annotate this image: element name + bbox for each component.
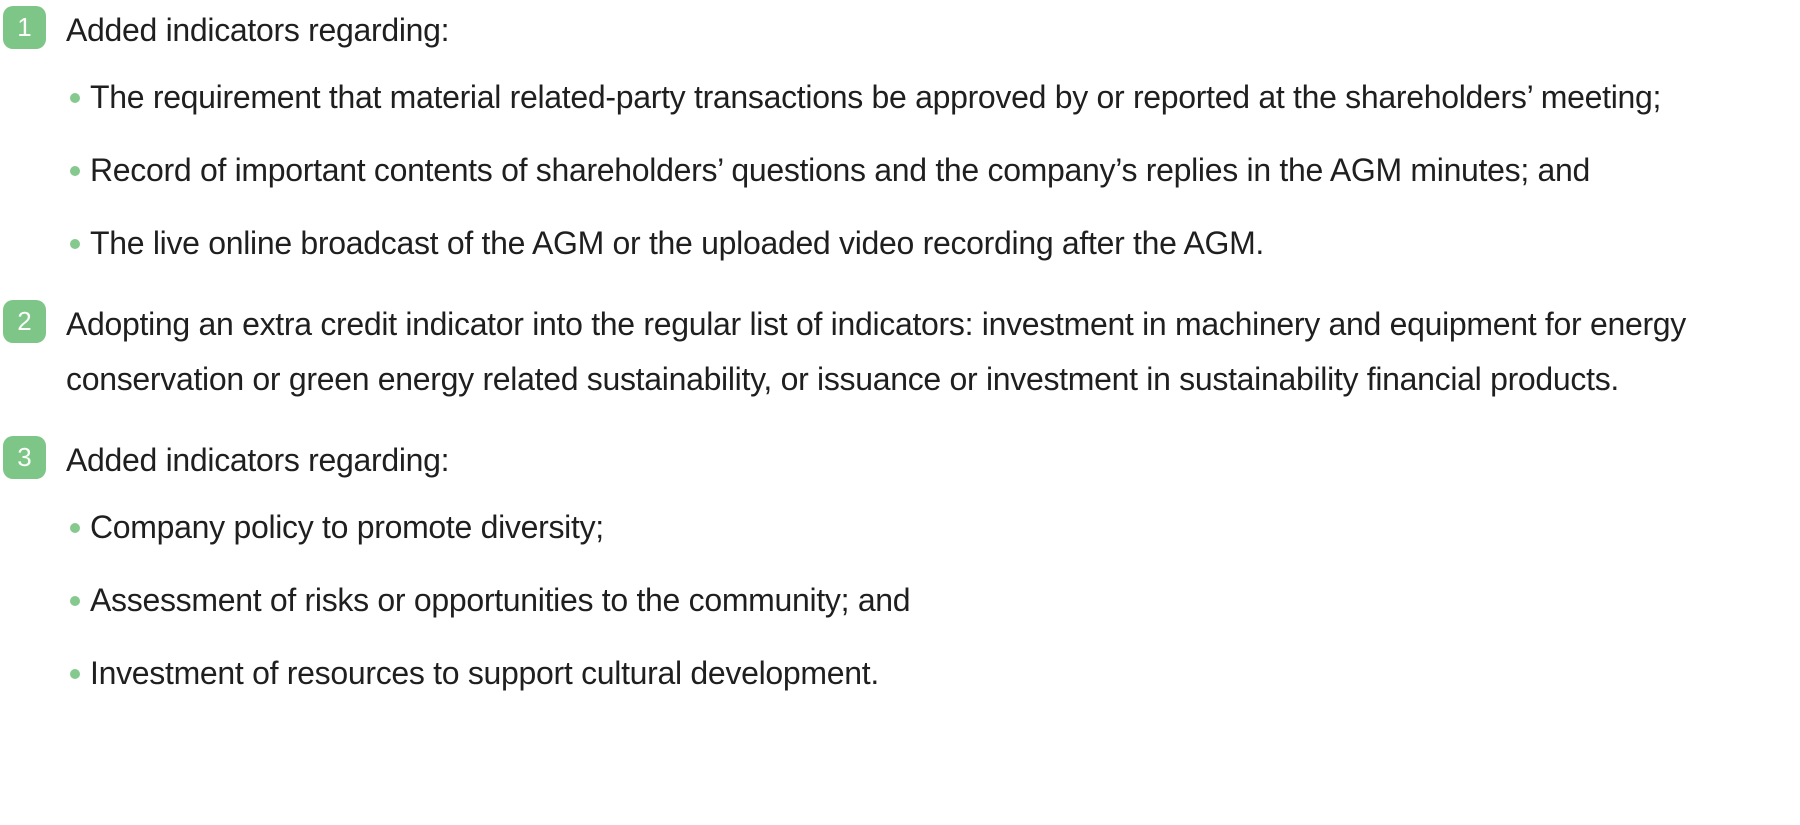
- bullet-item: [66, 70, 1796, 125]
- bullet-text: The live online broadcast of the AGM or the uploaded video recording after the AGM.: [90, 225, 1265, 261]
- item-3-content: [66, 433, 1796, 701]
- bullet-text: Investment of resources to support cultural development.: [90, 655, 879, 691]
- bullet-dot-icon: [70, 669, 80, 679]
- item-1-number-badge: 1: [3, 6, 46, 49]
- bullet-text: The requirement that material related-party transactions be approved by or reported at the shareholders’ meeting;: [90, 79, 1662, 115]
- bullet-dot-icon: [70, 523, 80, 533]
- numbered-item-2: [3, 297, 1796, 407]
- item-3-number-badge: 3: [3, 436, 46, 479]
- bullet-dot-icon: [70, 93, 80, 103]
- item-3-text: Added indicators regarding:: [66, 442, 450, 478]
- item-1-content: [66, 3, 1796, 271]
- bullet-item: [66, 216, 1796, 271]
- numbered-item-3: [3, 433, 1796, 701]
- item-1-bullet-list: [66, 70, 1796, 271]
- bullet-text: Record of important contents of shareholders’ questions and the company’s replies in the AGM minutes; and: [90, 152, 1591, 188]
- item-3-bullet-list: [66, 500, 1796, 701]
- item-1-text: Added indicators regarding:: [66, 12, 450, 48]
- bullet-dot-icon: [70, 239, 80, 249]
- bullet-item: [66, 500, 1796, 555]
- bullet-text: Company policy to promote diversity;: [90, 509, 604, 545]
- bullet-item: [66, 143, 1796, 198]
- bullet-item: [66, 646, 1796, 701]
- numbered-item-1: [3, 3, 1796, 271]
- bullet-text: Assessment of risks or opportunities to the community; and: [90, 582, 911, 618]
- item-2-content: [66, 297, 1796, 407]
- item-2-text: Adopting an extra credit indicator into the regular list of indicators: investment in machinery and equipment for energy conservation or green energy related sustainability, or issuance or investment in sustainability financial products.: [66, 306, 1687, 397]
- bullet-item: [66, 573, 1796, 628]
- indicator-changes-list: [3, 3, 1796, 701]
- bullet-dot-icon: [70, 596, 80, 606]
- bullet-dot-icon: [70, 166, 80, 176]
- item-2-number-badge: 2: [3, 300, 46, 343]
